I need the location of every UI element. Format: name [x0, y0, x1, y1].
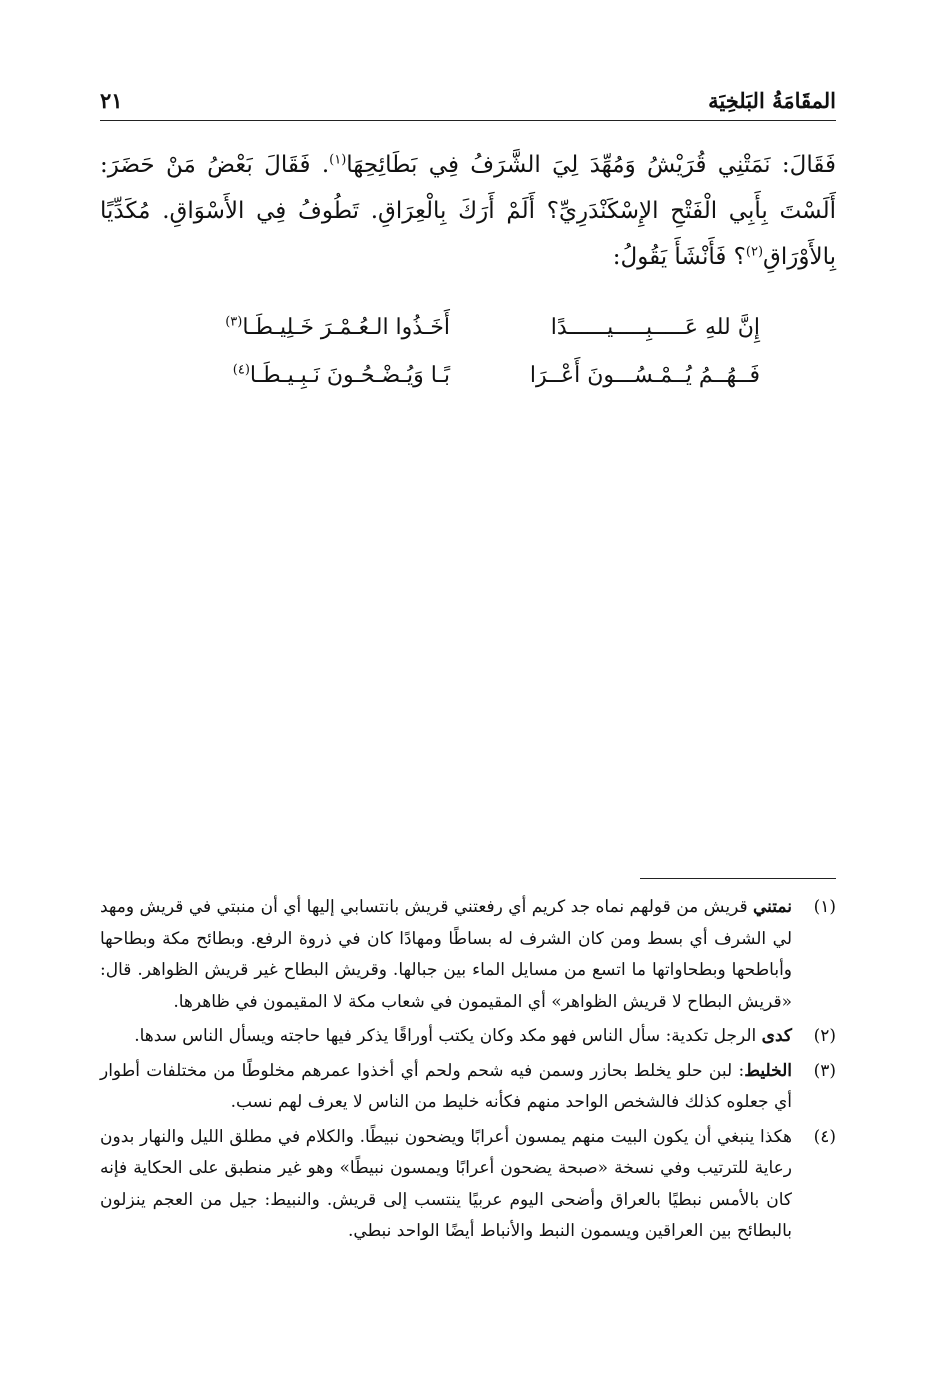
footnote-number: (٢): [813, 1026, 836, 1046]
footnote-text: [100, 1056, 792, 1119]
footnote-number: (٤): [813, 1126, 836, 1147]
footnote-term: كدى: [761, 1026, 792, 1046]
narrative-part-1: فَقَالَ: نَمَتْنِي قُرَيْشُ وَمُهِّدَ لِيَ الشَّرَفُ فِي بَطَائِحِهَا: [346, 152, 836, 178]
footnote-separator: [640, 878, 836, 879]
footnote-ref-1: (١): [329, 152, 347, 168]
footnote-2: [100, 1021, 836, 1053]
verse-2-first-hemistich: فَــهُــمُ يُــمْـسُـــونَ أَعْــرَا: [529, 363, 760, 388]
page-header: [100, 86, 836, 121]
footnote-text: [100, 1021, 792, 1053]
footnote-ref-2: (٢): [745, 244, 764, 260]
verse-1-first-hemistich: إِنَّ للهِ عَـــــبِـــــيــــــدًا: [550, 315, 760, 340]
verse-1-second-text: أَخَـذُوا الـعُـمْـرَ خَـلِيـطَـا: [242, 315, 450, 340]
footnote-text: [100, 892, 792, 1018]
verse-1-second-hemistich: [180, 304, 450, 352]
footnote-term: الخليط: [744, 1060, 792, 1081]
footnote-term: نمتني: [753, 897, 792, 917]
footnote-ref-3: (٣): [225, 314, 243, 330]
footnote-body: : لبن حلو يخلط بحازر وسمن فيه شحم ولحم أي أخذوا عمرهم مخلوطًا من مختلفات أطوار أي جعلوه كذلك فالشخص الواحد منهم فكأنه خليط من الناس لا يعرف لهم نسب.: [100, 1060, 792, 1112]
footnote-text: [100, 1122, 792, 1248]
verse-2-second-hemistich: [180, 352, 450, 400]
poem: [180, 304, 760, 400]
narrative-part-3: ؟ فَأَنْشَأَ يَقُولُ:: [612, 244, 746, 270]
page-number: ٢١: [100, 88, 123, 113]
verse-line-2: [180, 352, 760, 400]
verse-line-1: [180, 304, 760, 352]
verse-2-second-text: بًـا وَيُـضْـحُـونَ نَـبِـيـطَـا: [249, 363, 450, 388]
footnote-ref-4: (٤): [232, 362, 250, 378]
footnote-body: هكذا ينبغي أن يكون البيت منهم يمسون أعرابًا ويضحون نبيطًا. والكلام في مطلق الليل والنهار بدون رعاية للترتيب وفي نسخة «صبحة يضحون أعرابًا ويمسون نبيطًا» وهو غير منطبق على الحكاية فإنه كان بالأمس نبطيًا بالعراق وأضحى اليوم عربيًا ينتسب إلى قريش. والنبيط: جيل من العجم ينزلون بالبطائح بين العراقين ويسمون النبط والأنباط أيضًا الواحد نبطي.: [100, 1126, 792, 1241]
footnote-body: الرجل تكدية: سأل الناس فهو مكد وكان يكتب أوراقًا يذكر فيها حاجته ويسأل الناس سدها.: [134, 1026, 762, 1046]
footnote-4: [100, 1122, 836, 1248]
running-title: المقَامَةُ البَلخِيَة: [708, 88, 836, 113]
narrative-part-2: . فَقَالَ بَعْضُ مَنْ حَضَرَ: أَلَسْتَ بِأَبِي الْفَتْحِ الإِسْكَنْدَرِيِّ؟ أَلَمْ أَرَكَ بِالْعِرَاقِ. تَطُوفُ فِي الأَسْوَاقِ. مُكَدِّيًا بِالأَوْرَاقِ: [100, 152, 836, 270]
footnote-3: [100, 1056, 836, 1119]
narrative-text: [100, 142, 836, 280]
footnote-1: [100, 892, 836, 1018]
footnote-number: (١): [813, 897, 836, 917]
footnotes: [100, 892, 836, 1251]
footnote-body: قريش من قولهم نماه جد كريم أي رفعتني قريش بانتسابي إليها أي أن منبتي في قريش ومهد لي الشرف أي بسط ومن كان الشرف له بساطًا ومهادًا كان في ذروة الرفع. وبطائح مكة وبطاحها وأباطحها وبطحاواتها ما اتسع من مسايل الماء بين جبالها. وقريش البطاح غير قريش الظواهر. قال: «قريش البطاح لا قريش الظواهر» أي المقيمون في شعاب مكة لا المقيمون في ظاهرها.: [100, 897, 792, 1012]
footnote-number: (٣): [813, 1060, 836, 1081]
main-paragraph: [100, 142, 836, 280]
